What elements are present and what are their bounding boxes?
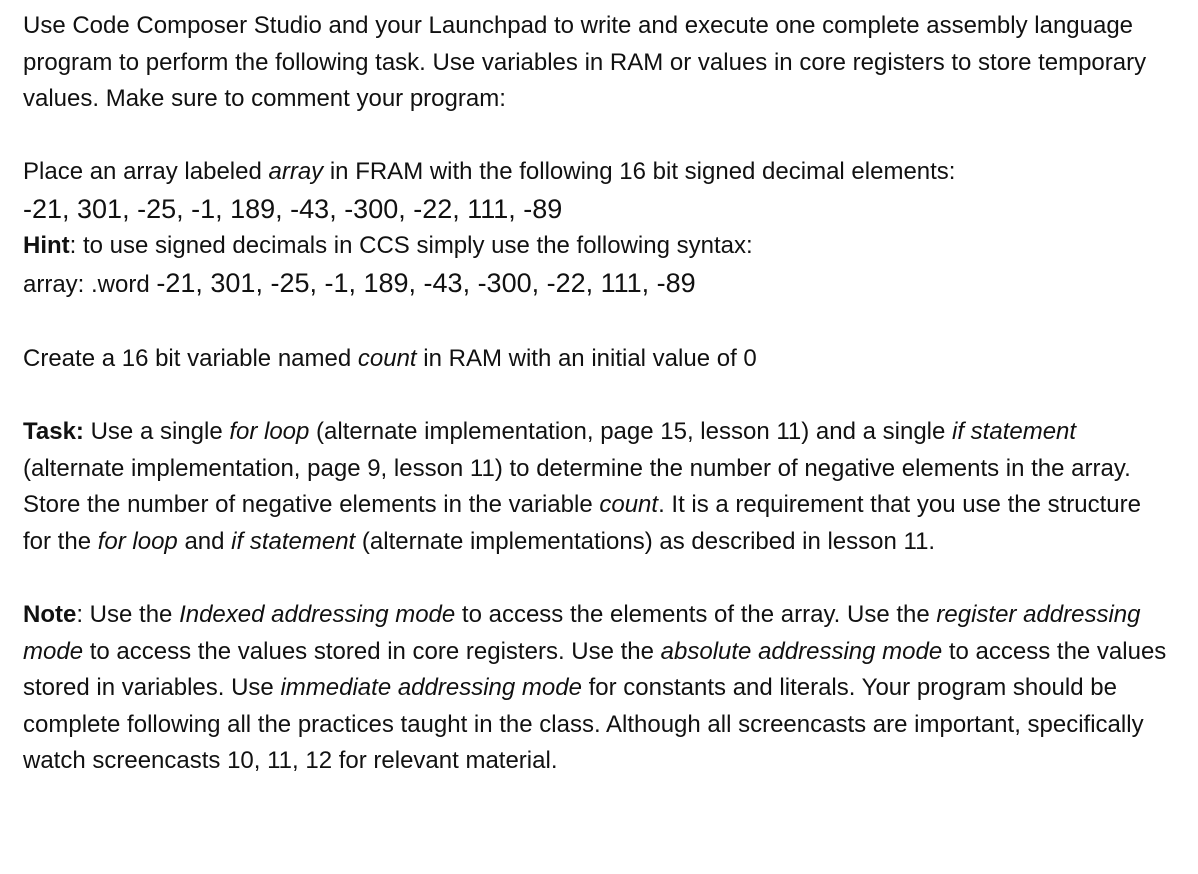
note-label: Note [23,600,77,628]
hint-label: Hint [23,231,70,259]
task-paragraph: Task: Use a single for loop (alternate implementation, page 15, lesson 11) and a single if statement (alternate implementation, page 9, lesson 11) to determine the number of negative elements in the array. Store the number of negative elements in the variable count. It is a requirement that you use the structure for the for loop and if statement (alternate implementations) as described in lesson 11. [23,417,1141,555]
spacer [23,118,1174,155]
note-paragraph: Note: Use the Indexed addressing mode to access the elements of the array. Use the register addressing mode to access the values stored in core registers. Use the absolute addressing mode to access the values stored in variables. Use immediate addressing mode for constants and literals. Your program should be complete following all the practices taught in the class. Although all screencasts are important, specifically watch screencasts 10, 11, 12 for relevant material. [23,600,1167,775]
task-label: Task: [23,417,84,445]
spacer [23,304,1174,341]
count-label: count [357,344,417,372]
spacer [23,560,1174,597]
array-instruction: Place an array labeled array in FRAM with the following 16 bit signed decimal elements: [23,158,956,186]
spacer [23,377,1174,414]
array-elements: -21, 301, -25, -1, 189, -43, -300, -22, 111, -89 [23,193,563,224]
hint-line: Hint: to use signed decimals in CCS simply use the following syntax: [23,231,753,259]
syntax-line: array: .word -21, 301, -25, -1, 189, -43, -300, -22, 111, -89 [23,268,696,299]
array-label: array [268,158,324,186]
count-instruction: Create a 16 bit variable named count in RAM with an initial value of 0 [23,344,757,372]
intro-paragraph: Use Code Composer Studio and your Launchpad to write and execute one complete assembly language program to perform the following task. Use variables in RAM or values in core registers to store temporary values. Make sure to comment your program: [23,12,1147,113]
